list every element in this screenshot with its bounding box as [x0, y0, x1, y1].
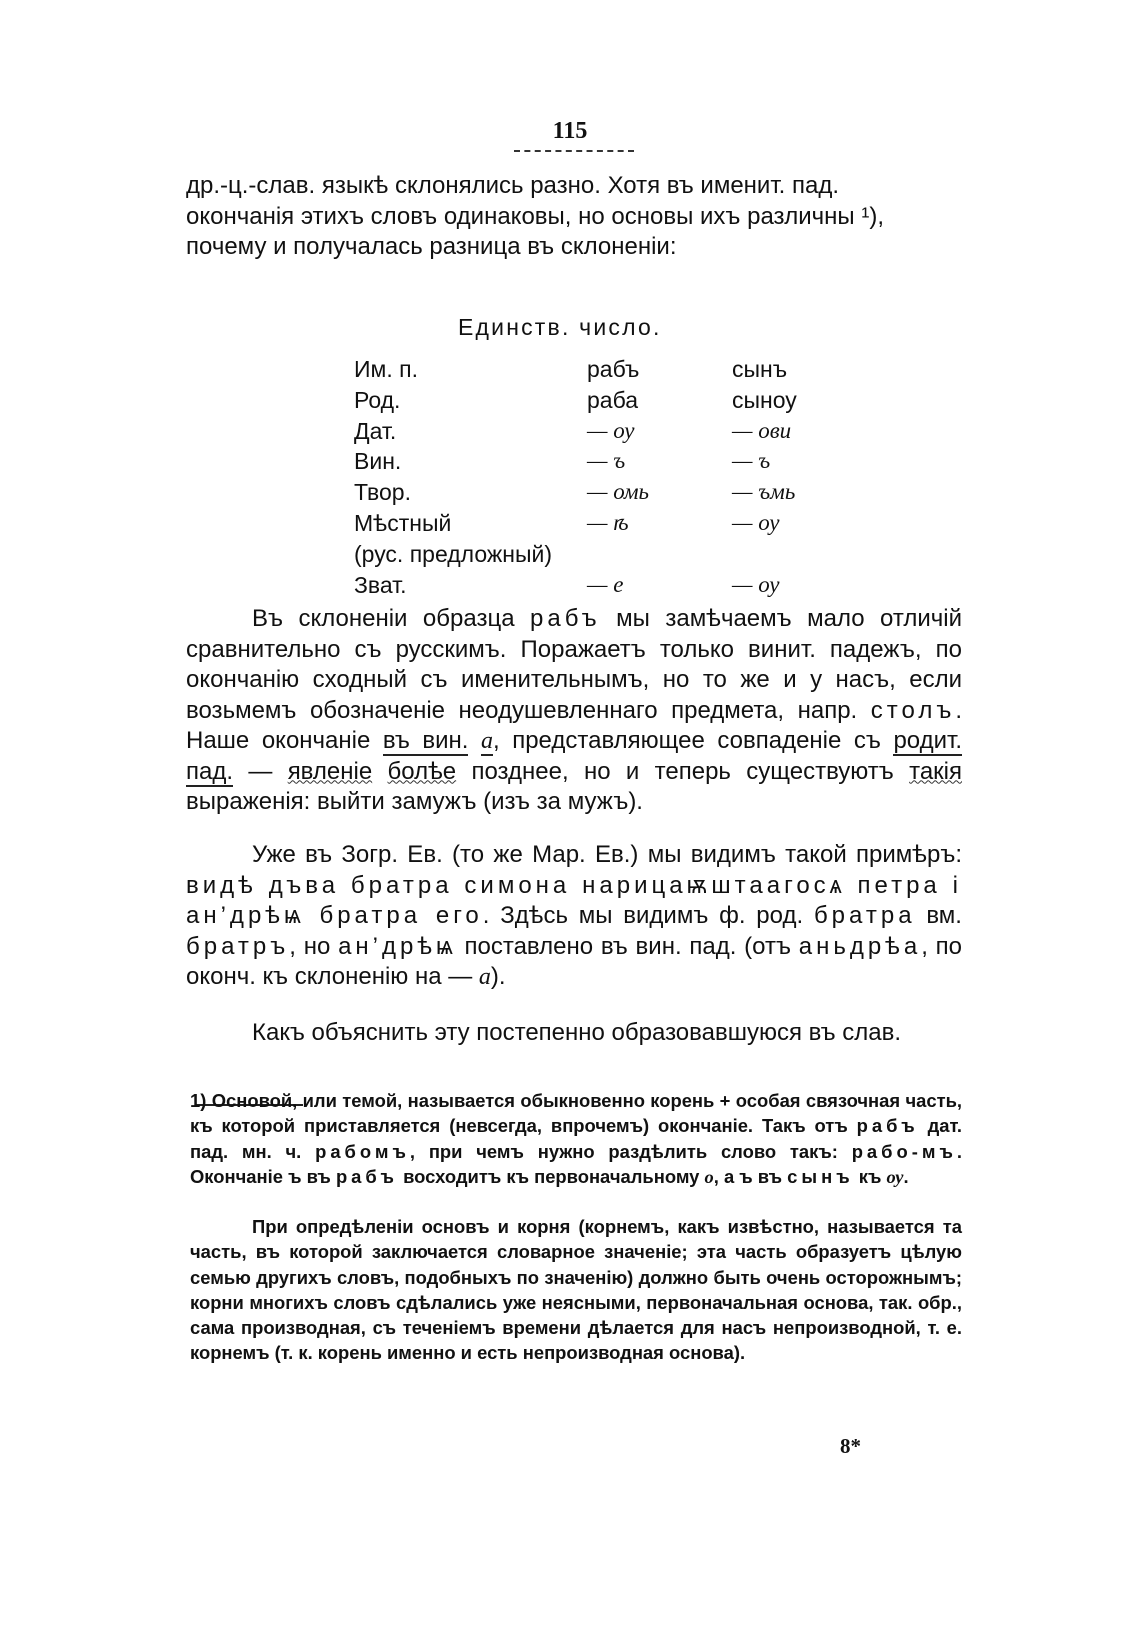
- text-run: . Здѣсь мы видимъ ф. род.: [482, 902, 814, 929]
- case-label: (рус. предложный): [354, 540, 553, 567]
- underlined-text: въ вин.: [382, 727, 469, 754]
- text-run: ).: [490, 963, 506, 990]
- footnote-continuation: При опредѣленіи основъ и корня (корнемъ, какъ извѣстно, называется та часть, въ которой заключается словарное значеніе; эта часть образуетъ цѣлую семью другихъ словъ, подобныхъ по значенію) должно быть очень осторожнымъ; корни многихъ словъ сдѣлались уже неясными, первоначальная основа, так. обр., сама производная, съ теченіемъ времени дѣлается для насъ непроизводной, т. е. корнемъ (т. к. корень именно и есть непроизводная основа).: [190, 1216, 962, 1364]
- text-run: [372, 758, 387, 785]
- case-label: Зват.: [354, 571, 407, 598]
- footnote: [190, 1088, 962, 1190]
- wavy-underlined-text: такія: [909, 757, 962, 785]
- spaced-word: братра: [813, 902, 916, 929]
- rab-ending: — оу: [587, 417, 635, 443]
- intro-paragraph: [186, 171, 962, 263]
- syn-ending: сынъ: [732, 356, 788, 382]
- text-run: , а ъ въ: [713, 1165, 788, 1187]
- text-run: вм.: [915, 902, 962, 929]
- body-paragraph: [186, 840, 962, 993]
- rab-ending: — ѣ: [587, 509, 629, 535]
- wavy-underlined-text: явленіе: [287, 757, 373, 785]
- signature-mark: 8*: [840, 1434, 861, 1458]
- text-run: восходитъ къ первоначальному: [397, 1165, 705, 1187]
- syn-ending: — ъмь: [732, 479, 796, 505]
- spaced-word: братръ: [186, 932, 290, 960]
- text-run: , представляющее совпаденіе съ: [493, 727, 894, 754]
- rab-ending: — е: [587, 571, 624, 597]
- spaced-word: аньдрѣа: [798, 932, 922, 960]
- underlined-text: родит. пад.: [186, 727, 963, 785]
- spaced-word: ан’дрѣѩ: [338, 932, 457, 960]
- text-run: . Окончаніе ъ въ: [190, 1140, 963, 1187]
- table-row: [354, 572, 834, 603]
- syn-ending: — оу: [732, 571, 780, 597]
- text-run: [468, 727, 481, 754]
- table-row: [354, 448, 834, 479]
- case-label: Мѣстный: [354, 509, 452, 536]
- body-paragraph: [186, 604, 962, 818]
- spaced-word: рабъ: [335, 1165, 398, 1187]
- declension-table: [354, 356, 834, 602]
- text-run: , но: [289, 932, 339, 960]
- spaced-word: рабомъ: [315, 1140, 410, 1162]
- text-run: .: [903, 1165, 909, 1187]
- text-run: дат. пад. мн. ч.: [190, 1115, 963, 1162]
- syn-ending: — ъ: [732, 448, 771, 474]
- text-run: Уже въ Зогр. Ев. (то же Мар. Ев.) мы видимъ такой примѣръ:: [252, 841, 962, 868]
- table-row: [354, 387, 834, 418]
- case-label: Им. п.: [354, 356, 418, 382]
- rab-ending: рабъ: [587, 356, 640, 382]
- syn-ending: — ови: [732, 417, 792, 443]
- intro-line: окончанія этихъ словъ одинаковы, но основы ихъ различны ¹),: [186, 202, 884, 230]
- spaced-word: рабо-мъ: [851, 1140, 957, 1162]
- table-row: [354, 479, 834, 510]
- italic-letter: оу: [886, 1166, 904, 1187]
- case-label: Род.: [354, 386, 401, 413]
- page-number-rule: [514, 150, 634, 152]
- syn-ending: — оу: [732, 509, 780, 535]
- old-slavonic-quote: видѣ дъва братра симона нарицаѭштаагосѧ петра і ан’дрѣѩ братра его: [186, 871, 962, 929]
- case-label: Твор.: [354, 479, 411, 506]
- spaced-word: рабъ: [530, 605, 601, 632]
- text-run: , при чемъ нужно раздѣлить слово такъ:: [409, 1140, 852, 1162]
- rab-ending: — ъ: [587, 448, 626, 474]
- table-row: [354, 418, 834, 449]
- text-run: . Наше окончаніе: [186, 696, 962, 754]
- table-title: Единств. число.: [458, 314, 662, 340]
- spaced-word: столъ: [870, 696, 956, 724]
- case-label: Дат.: [354, 417, 397, 444]
- rab-ending: раба: [587, 386, 639, 413]
- text-run: —: [233, 757, 288, 785]
- italic-ending: а: [478, 964, 491, 990]
- case-label: Вин.: [354, 448, 402, 475]
- text-run: поставлено въ вин. пад. (отъ: [456, 932, 799, 960]
- table-row: [354, 356, 834, 387]
- spaced-word: сынъ: [787, 1165, 854, 1187]
- italic-letter: о: [704, 1166, 714, 1187]
- intro-line: почему и получалась разница въ склоненіи:: [186, 233, 677, 260]
- syn-ending: сыноу: [732, 386, 797, 413]
- page-number: 115: [552, 118, 588, 144]
- italic-ending: а: [481, 728, 493, 754]
- wavy-underlined-text: болѣе: [387, 757, 457, 785]
- text-run: выраженія: выйти замужъ (изъ за мужъ).: [186, 788, 643, 815]
- text-run: позднее, но и теперь существуютъ: [456, 757, 910, 785]
- table-row: [354, 510, 834, 541]
- text-run: Въ склоненіи образца: [252, 605, 531, 632]
- text-run: , по оконч. къ склоненію на —: [186, 932, 963, 990]
- intro-line: др.-ц.-слав. языкѣ склонялись разно. Хотя въ именит. пад.: [186, 172, 840, 199]
- text-run: мы замѣчаемъ мало отличій сравнительно съ русскимъ. Поражаетъ только винит. падежъ, по окончанію сходный съ именительнымъ, но то же и у насъ, если возьмемъ обозначеніе неодушевленнаго предмета, напр.: [186, 605, 962, 724]
- text-run: 1) Основой, или темой, называется обыкновенно корень + особая связочная часть, къ которой приставляется (невсегда, впрочемъ) окончаніе. Такъ отъ: [190, 1090, 962, 1137]
- spaced-word: рабъ: [856, 1115, 919, 1137]
- text-run: къ: [853, 1165, 887, 1187]
- body-paragraph: Какъ объяснить эту постепенно образовавшуюся въ слав.: [252, 1019, 902, 1046]
- rab-ending: — омь: [587, 479, 649, 505]
- table-row: [354, 541, 834, 572]
